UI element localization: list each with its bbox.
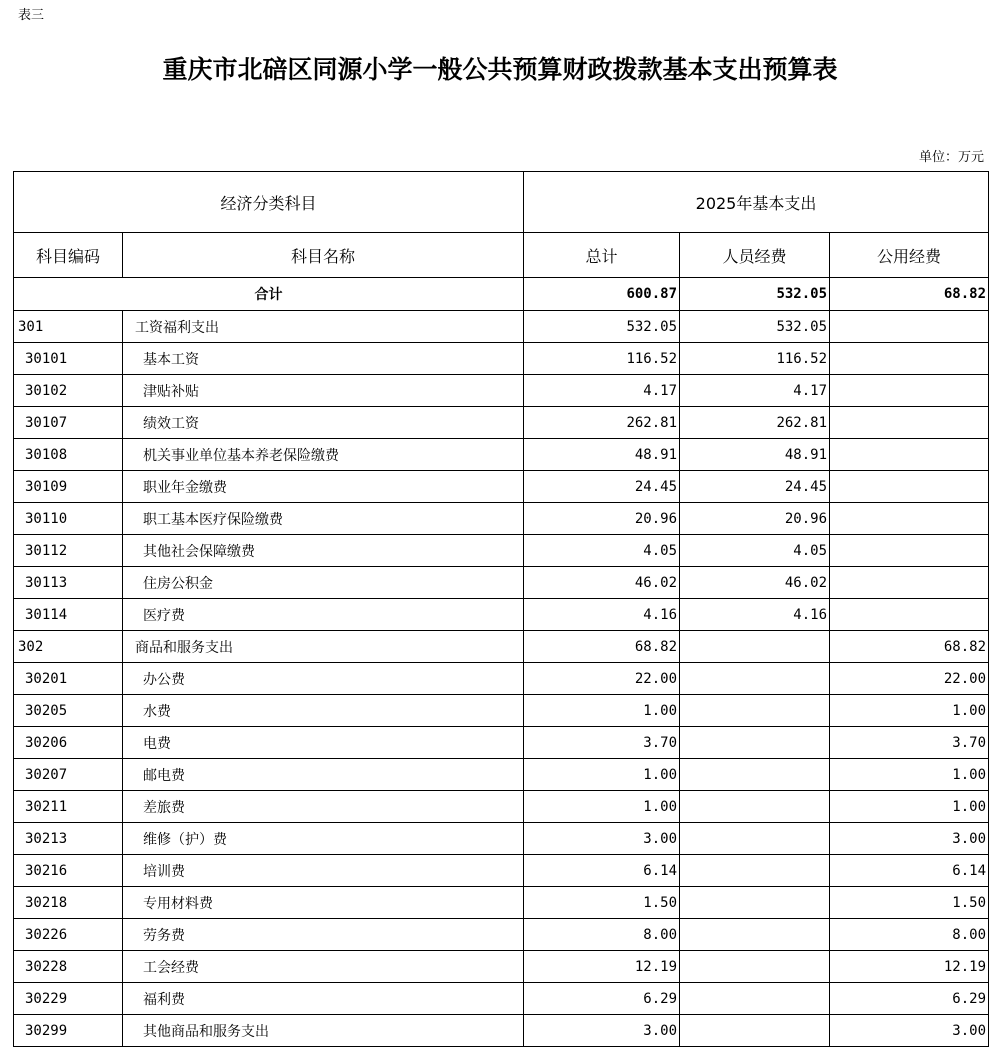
row-personnel: 4.05 [680, 535, 830, 567]
row-total: 24.45 [524, 471, 680, 503]
header-row-columns [14, 233, 989, 278]
row-name: 福利费 [123, 983, 524, 1015]
row-code: 30113 [14, 567, 123, 599]
row-name: 邮电费 [123, 759, 524, 791]
row-code: 30201 [14, 663, 123, 695]
table-row [14, 503, 989, 535]
row-personnel [680, 919, 830, 951]
row-personnel [680, 759, 830, 791]
row-name: 职工基本医疗保险缴费 [123, 503, 524, 535]
row-name: 工会经费 [123, 951, 524, 983]
header-code: 科目编码 [14, 233, 123, 278]
page-title: 重庆市北碚区同源小学一般公共预算财政拨款基本支出预算表 [162, 55, 838, 84]
table-row [14, 343, 989, 375]
row-public: 3.00 [830, 823, 989, 855]
row-total: 6.14 [524, 855, 680, 887]
row-public: 3.70 [830, 727, 989, 759]
row-code: 30226 [14, 919, 123, 951]
header-economic-category: 经济分类科目 [14, 172, 524, 233]
row-name: 其他商品和服务支出 [123, 1015, 524, 1047]
row-public [830, 599, 989, 631]
row-code: 30112 [14, 535, 123, 567]
row-total: 262.81 [524, 407, 680, 439]
total-label: 合计 [14, 278, 524, 311]
header-basic-expenditure: 2025年基本支出 [524, 172, 989, 233]
row-total: 4.05 [524, 535, 680, 567]
row-total: 1.50 [524, 887, 680, 919]
row-public: 8.00 [830, 919, 989, 951]
row-personnel: 20.96 [680, 503, 830, 535]
row-name: 专用材料费 [123, 887, 524, 919]
row-public: 1.00 [830, 791, 989, 823]
budget-table [13, 171, 989, 1047]
row-total: 4.17 [524, 375, 680, 407]
row-personnel: 4.17 [680, 375, 830, 407]
row-name: 职业年金缴费 [123, 471, 524, 503]
row-code: 30229 [14, 983, 123, 1015]
row-public: 22.00 [830, 663, 989, 695]
row-personnel [680, 855, 830, 887]
header-personnel: 人员经费 [680, 233, 830, 278]
row-code: 30205 [14, 695, 123, 727]
row-code: 30107 [14, 407, 123, 439]
row-total: 3.00 [524, 823, 680, 855]
row-personnel [680, 727, 830, 759]
row-total: 1.00 [524, 791, 680, 823]
row-public: 1.00 [830, 759, 989, 791]
table-row [14, 727, 989, 759]
row-code: 301 [14, 311, 123, 343]
table-row [14, 791, 989, 823]
row-personnel [680, 951, 830, 983]
row-name: 培训费 [123, 855, 524, 887]
table-row [14, 439, 989, 471]
row-name: 差旅费 [123, 791, 524, 823]
row-total: 6.29 [524, 983, 680, 1015]
row-total: 22.00 [524, 663, 680, 695]
row-personnel [680, 823, 830, 855]
row-code: 30228 [14, 951, 123, 983]
row-total: 8.00 [524, 919, 680, 951]
row-code: 30207 [14, 759, 123, 791]
row-code: 30109 [14, 471, 123, 503]
row-public: 68.82 [830, 631, 989, 663]
row-personnel [680, 631, 830, 663]
row-total: 3.70 [524, 727, 680, 759]
row-name: 电费 [123, 727, 524, 759]
row-name: 其他社会保障缴费 [123, 535, 524, 567]
row-name: 津贴补贴 [123, 375, 524, 407]
row-personnel: 48.91 [680, 439, 830, 471]
row-personnel: 116.52 [680, 343, 830, 375]
row-personnel: 4.16 [680, 599, 830, 631]
row-total: 12.19 [524, 951, 680, 983]
row-name: 绩效工资 [123, 407, 524, 439]
table-row [14, 407, 989, 439]
unit-label: 单位：万元 [918, 150, 984, 165]
row-code: 30213 [14, 823, 123, 855]
total-personnel: 532.05 [680, 278, 830, 311]
table-row [14, 823, 989, 855]
row-code: 30110 [14, 503, 123, 535]
header-total: 总计 [524, 233, 680, 278]
row-personnel [680, 983, 830, 1015]
table-row [14, 887, 989, 919]
row-code: 30101 [14, 343, 123, 375]
row-personnel: 262.81 [680, 407, 830, 439]
row-code: 30216 [14, 855, 123, 887]
row-public: 6.14 [830, 855, 989, 887]
row-public: 1.50 [830, 887, 989, 919]
table-number: 表三 [18, 8, 45, 23]
table-row [14, 855, 989, 887]
total-public: 68.82 [830, 278, 989, 311]
row-total: 1.00 [524, 759, 680, 791]
row-code: 30102 [14, 375, 123, 407]
table-row [14, 471, 989, 503]
table-row [14, 311, 989, 343]
row-name: 住房公积金 [123, 567, 524, 599]
row-total: 532.05 [524, 311, 680, 343]
table-row [14, 951, 989, 983]
row-name: 劳务费 [123, 919, 524, 951]
total-total: 600.87 [524, 278, 680, 311]
row-total: 1.00 [524, 695, 680, 727]
row-public [830, 471, 989, 503]
row-name: 水费 [123, 695, 524, 727]
total-row [14, 278, 989, 311]
table-row [14, 919, 989, 951]
row-personnel [680, 1015, 830, 1047]
row-personnel [680, 695, 830, 727]
row-code: 30211 [14, 791, 123, 823]
row-name: 商品和服务支出 [123, 631, 524, 663]
row-total: 116.52 [524, 343, 680, 375]
row-total: 4.16 [524, 599, 680, 631]
row-personnel: 46.02 [680, 567, 830, 599]
row-total: 3.00 [524, 1015, 680, 1047]
header-name: 科目名称 [123, 233, 524, 278]
row-total: 48.91 [524, 439, 680, 471]
row-personnel: 24.45 [680, 471, 830, 503]
row-name: 医疗费 [123, 599, 524, 631]
row-personnel [680, 663, 830, 695]
row-personnel: 532.05 [680, 311, 830, 343]
table-row [14, 631, 989, 663]
row-name: 办公费 [123, 663, 524, 695]
row-name: 维修（护）费 [123, 823, 524, 855]
row-public [830, 311, 989, 343]
header-row-group [14, 172, 989, 233]
row-code: 30108 [14, 439, 123, 471]
table-row [14, 759, 989, 791]
table-row [14, 567, 989, 599]
row-public [830, 567, 989, 599]
row-public: 12.19 [830, 951, 989, 983]
row-total: 20.96 [524, 503, 680, 535]
row-public [830, 535, 989, 567]
row-total: 46.02 [524, 567, 680, 599]
row-code: 30206 [14, 727, 123, 759]
table-row [14, 983, 989, 1015]
table-row [14, 535, 989, 567]
row-total: 68.82 [524, 631, 680, 663]
row-public [830, 503, 989, 535]
row-public: 1.00 [830, 695, 989, 727]
row-public: 6.29 [830, 983, 989, 1015]
row-name: 工资福利支出 [123, 311, 524, 343]
row-personnel [680, 887, 830, 919]
row-code: 30299 [14, 1015, 123, 1047]
row-public: 3.00 [830, 1015, 989, 1047]
row-name: 基本工资 [123, 343, 524, 375]
table-row [14, 663, 989, 695]
table-row [14, 599, 989, 631]
row-name: 机关事业单位基本养老保险缴费 [123, 439, 524, 471]
row-public [830, 375, 989, 407]
header-public: 公用经费 [830, 233, 989, 278]
row-code: 30114 [14, 599, 123, 631]
row-code: 302 [14, 631, 123, 663]
row-personnel [680, 791, 830, 823]
row-public [830, 343, 989, 375]
table-row [14, 375, 989, 407]
row-code: 30218 [14, 887, 123, 919]
table-row [14, 1015, 989, 1047]
row-public [830, 407, 989, 439]
table-row [14, 695, 989, 727]
row-public [830, 439, 989, 471]
